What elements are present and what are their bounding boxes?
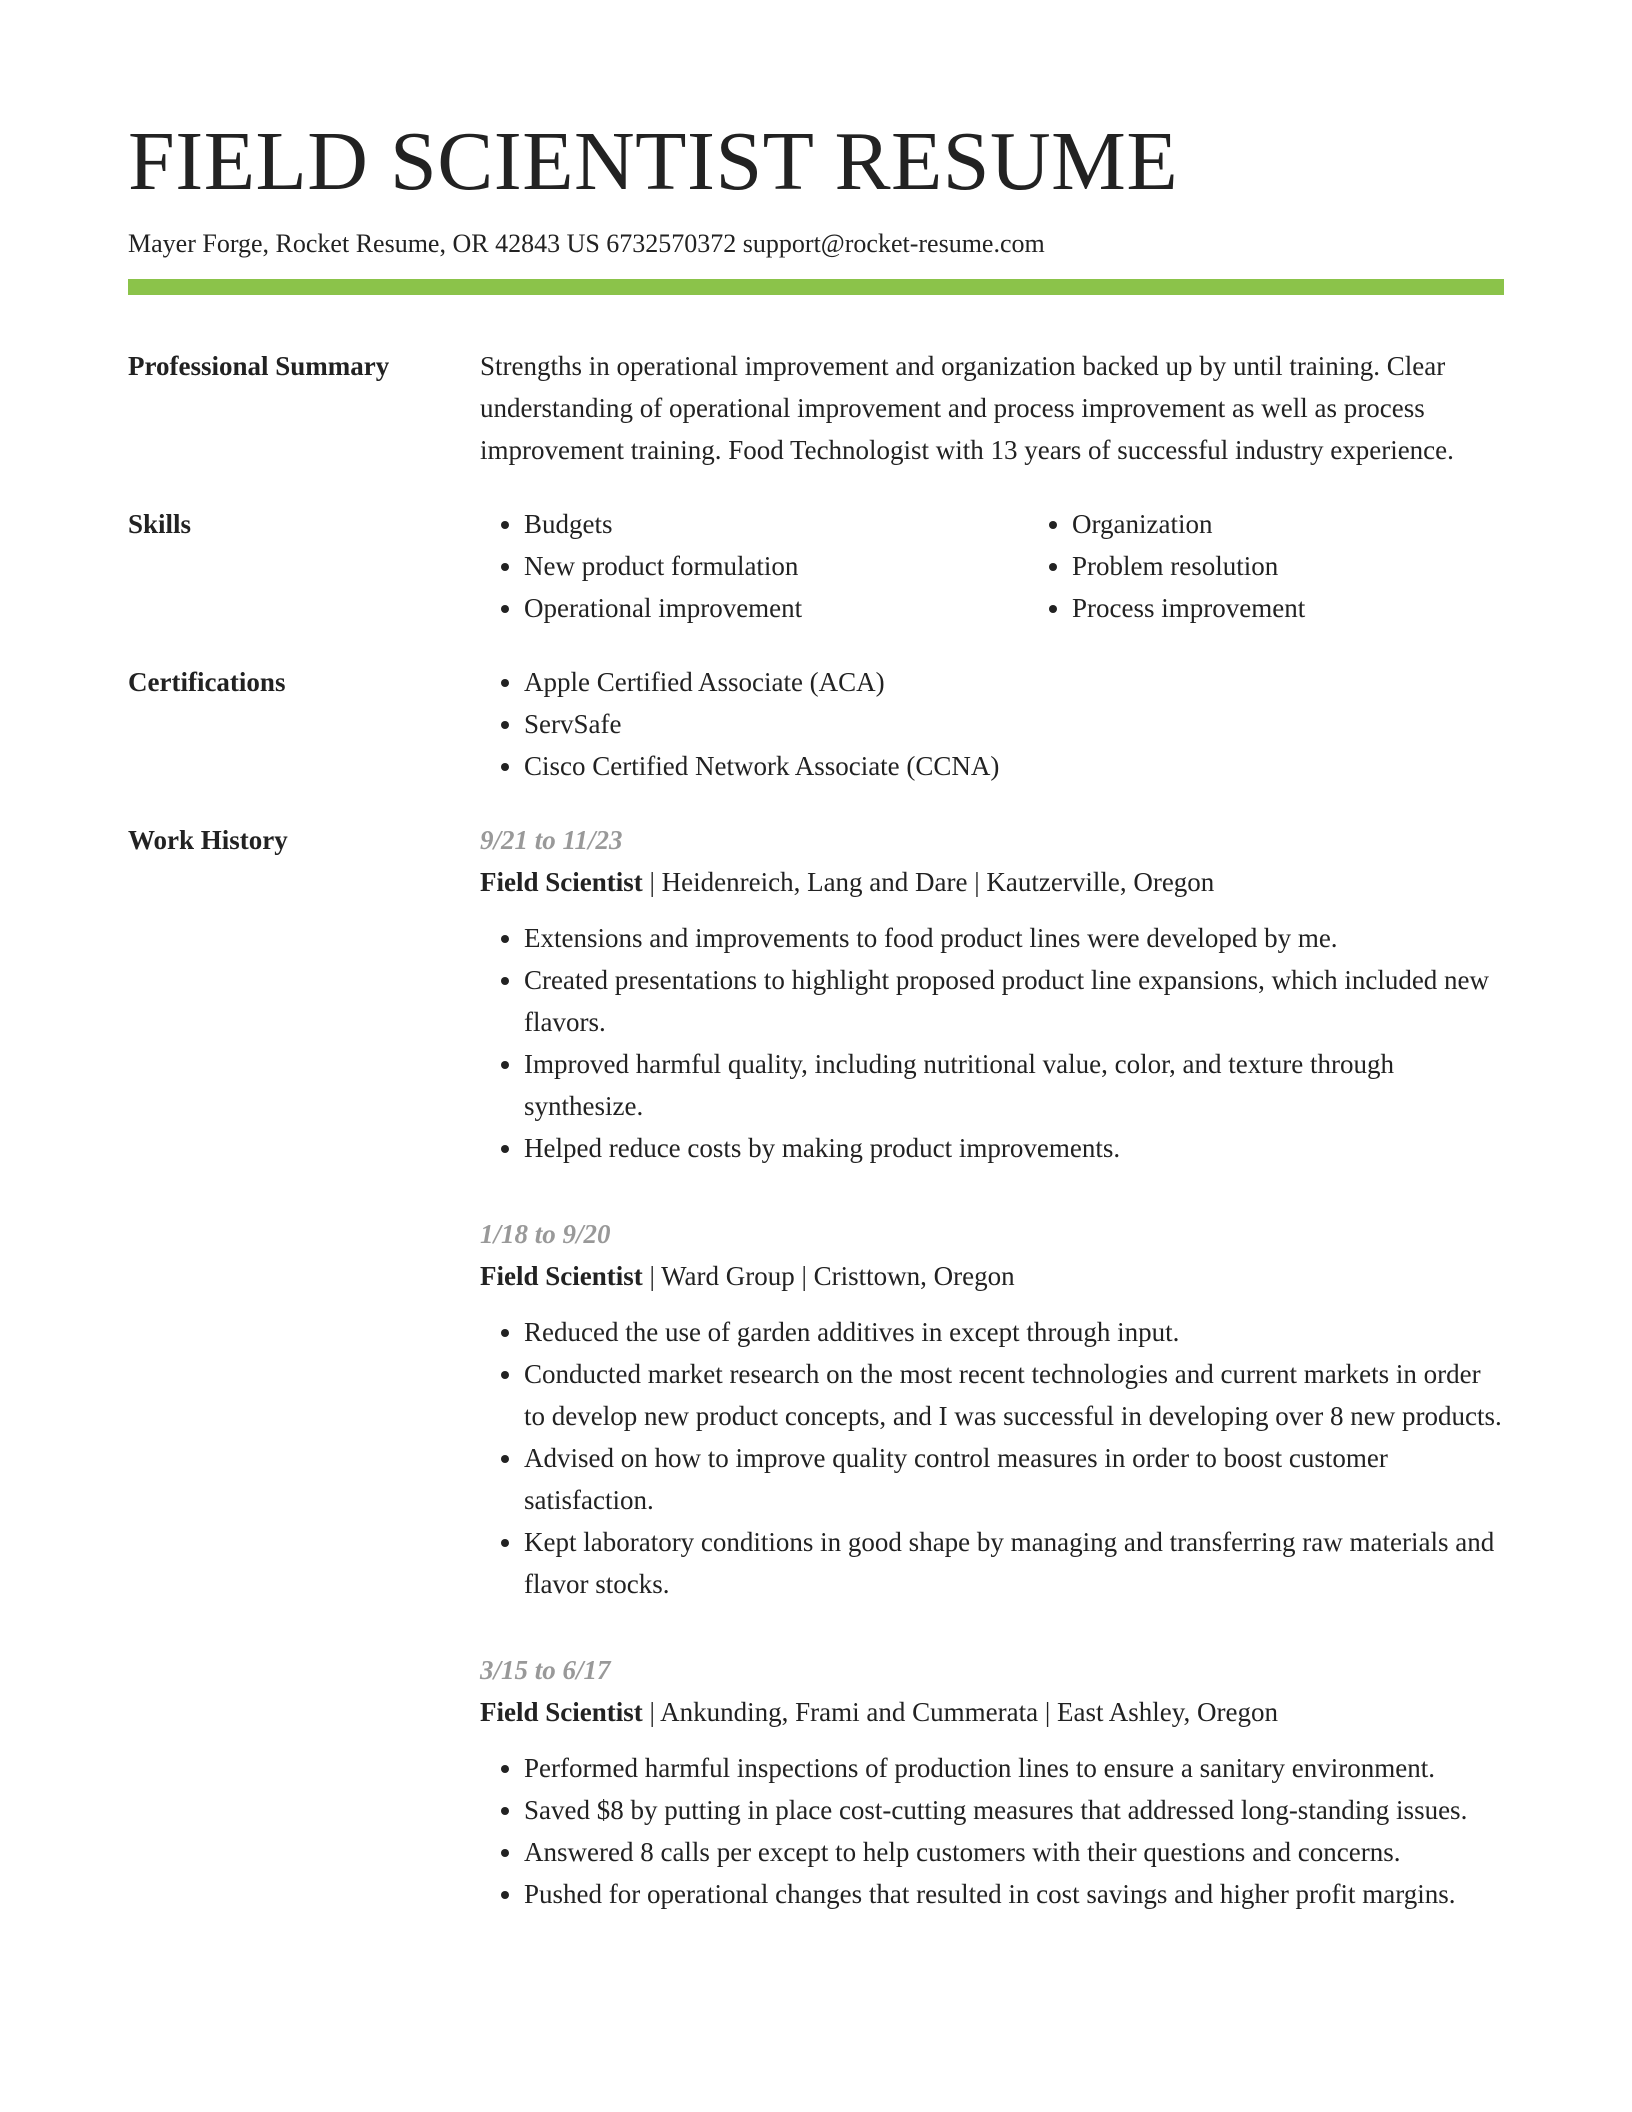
job-heading xyxy=(480,1255,1504,1297)
certification-item: • Cisco Certified Network Associate (CCNA) xyxy=(524,745,1504,787)
job-entry xyxy=(480,819,1504,1169)
job-heading xyxy=(480,1691,1504,1733)
job-employer-location: | Ankunding, Frami and Cummerata | East Ashley, Oregon xyxy=(642,1697,1278,1728)
skill-item: • Problem resolution xyxy=(1072,545,1576,587)
job-bullet: • Advised on how to improve quality control measures in order to boost customer satisfaction. xyxy=(524,1437,1504,1521)
skill-item: • Process improvement xyxy=(1072,587,1576,629)
resume-title: FIELD SCIENTIST RESUME xyxy=(128,115,1179,208)
skill-item: • Budgets xyxy=(524,503,1028,545)
job-bullet: • Conducted market research on the most recent technologies and current markets in order to develop new product concepts, and I was successful in developing over 8 new products. xyxy=(524,1353,1504,1437)
job-bullets xyxy=(480,917,1504,1169)
job-entry xyxy=(480,1649,1504,1915)
job-title: Field Scientist xyxy=(480,1697,643,1728)
job-dates: 1/18 to 9/20 xyxy=(480,1219,611,1250)
summary-label: Professional Summary xyxy=(128,351,390,382)
skill-item: • Organization xyxy=(1072,503,1576,545)
job-bullets xyxy=(480,1747,1504,1915)
certification-item: • ServSafe xyxy=(524,703,1504,745)
job-title: Field Scientist xyxy=(480,1261,643,1292)
job-bullet: • Created presentations to highlight proposed product line expansions, which included new flavors. xyxy=(524,959,1504,1043)
job-bullets xyxy=(480,1311,1504,1605)
skills-grid xyxy=(480,503,1576,629)
certifications-list xyxy=(480,661,1504,787)
skills-list-left xyxy=(480,503,1028,629)
job-dates: 9/21 to 11/23 xyxy=(480,825,623,856)
job-entry xyxy=(480,1213,1504,1605)
job-bullet: • Performed harmful inspections of production lines to ensure a sanitary environment. xyxy=(524,1747,1504,1789)
job-employer-location: | Ward Group | Cristtown, Oregon xyxy=(642,1261,1015,1292)
header-divider xyxy=(128,279,1504,295)
job-title: Field Scientist xyxy=(480,867,643,898)
job-employer-location: | Heidenreich, Lang and Dare | Kautzerville, Oregon xyxy=(642,867,1215,898)
certification-item: • Apple Certified Associate (ACA) xyxy=(524,661,1504,703)
work-history-section xyxy=(128,819,1504,1959)
summary-text: Strengths in operational improvement and organization backed up by until training. Clear understanding of operational improvement and process improvement as well as process improvement training. Food Technologist with 13 years of successful industry experience. xyxy=(480,351,1454,466)
skills-section xyxy=(128,503,1504,629)
job-bullet: • Answered 8 calls per except to help customers with their questions and concerns. xyxy=(524,1831,1504,1873)
work-history-label: Work History xyxy=(128,825,288,856)
job-bullet: • Kept laboratory conditions in good shape by managing and transferring raw materials and flavor stocks. xyxy=(524,1521,1504,1605)
job-bullet: • Helped reduce costs by making product improvements. xyxy=(524,1127,1504,1169)
job-bullet: • Pushed for operational changes that resulted in cost savings and higher profit margins. xyxy=(524,1873,1504,1915)
job-bullet: • Saved $8 by putting in place cost-cutting measures that addressed long-standing issues. xyxy=(524,1789,1504,1831)
skills-label: Skills xyxy=(128,509,192,540)
job-heading xyxy=(480,861,1504,903)
job-bullet: • Extensions and improvements to food product lines were developed by me. xyxy=(524,917,1504,959)
contact-info: Mayer Forge, Rocket Resume, OR 42843 US 6732570372 support@rocket-resume.com xyxy=(128,229,1045,258)
job-dates: 3/15 to 6/17 xyxy=(480,1655,611,1686)
job-bullet: • Reduced the use of garden additives in except through input. xyxy=(524,1311,1504,1353)
skills-list-right xyxy=(1028,503,1576,629)
job-bullet: • Improved harmful quality, including nutritional value, color, and texture through synthesize. xyxy=(524,1043,1504,1127)
resume-page xyxy=(128,115,1504,1959)
summary-section xyxy=(128,345,1504,471)
skill-item: • New product formulation xyxy=(524,545,1028,587)
certifications-label: Certifications xyxy=(128,667,286,698)
certifications-section xyxy=(128,661,1504,787)
skill-item: • Operational improvement xyxy=(524,587,1028,629)
